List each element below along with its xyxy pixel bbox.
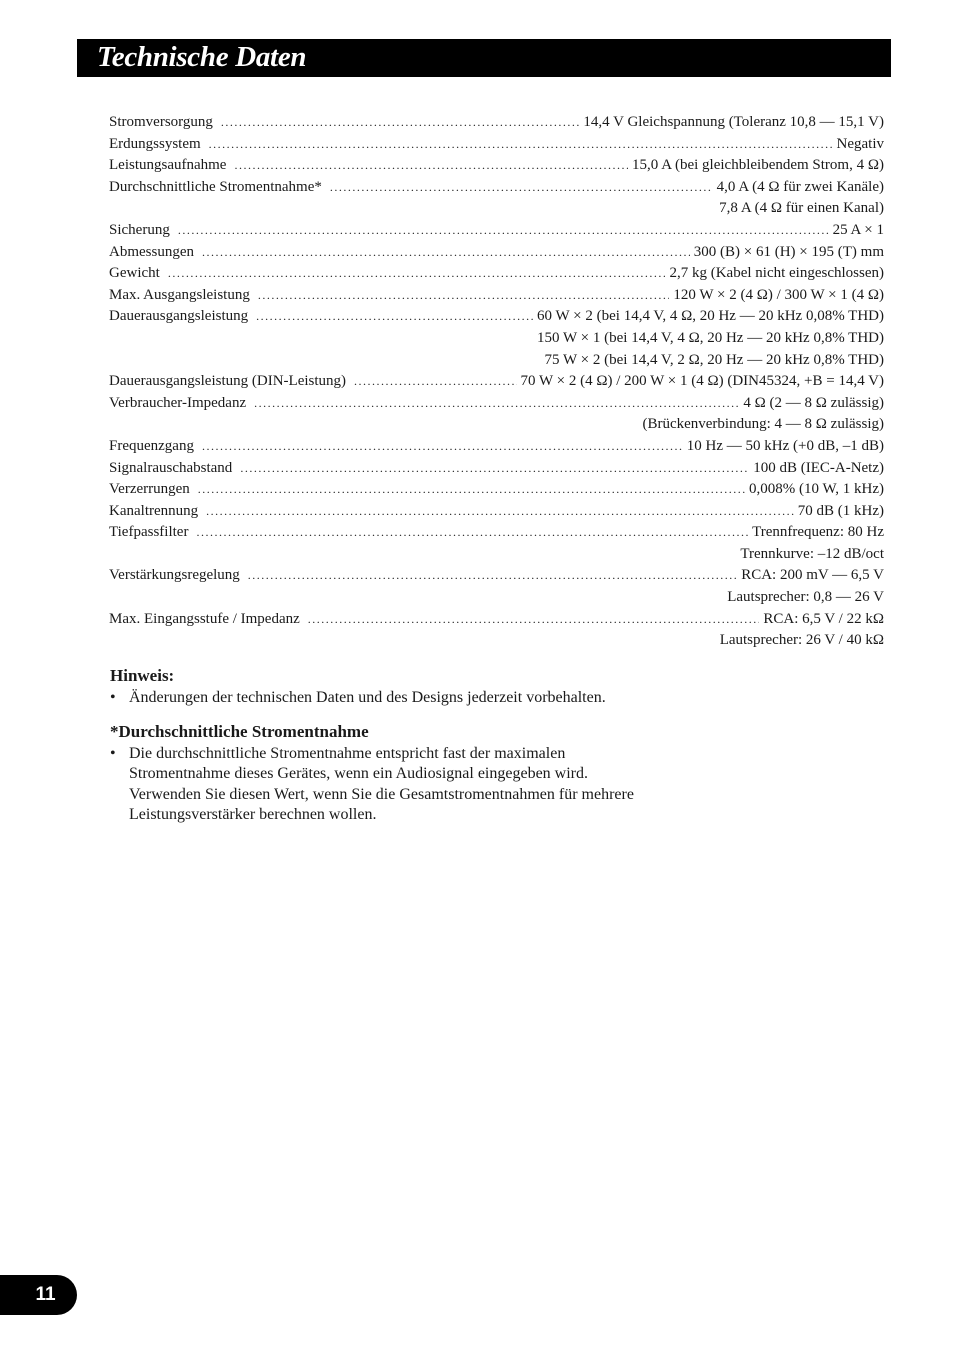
spec-value: Trennkurve: –12 dB/oct [740, 545, 884, 562]
footnote-line: Leistungsverstärker berechnen wollen. [129, 806, 377, 824]
footnote-heading: *Durchschnittliche Stromentnahme [110, 722, 369, 741]
spec-label: Verbraucher-Impedanz [109, 394, 247, 411]
spec-row [109, 134, 884, 156]
dot-leader [330, 177, 713, 199]
footnote-line: Stromentnahme dieses Gerätes, wenn ein Audiosignal eingegeben wird. [129, 765, 588, 783]
bullet-icon: • [110, 689, 116, 706]
spec-row [109, 609, 884, 631]
spec-row [109, 263, 884, 285]
dot-leader [196, 522, 748, 544]
spec-label: Leistungsaufnahme [109, 157, 227, 174]
spec-value: 10 Hz — 50 kHz (+0 dB, –1 dB) [686, 437, 884, 454]
spec-value: Negativ [836, 135, 884, 152]
spec-label: Dauerausgangsleistung (DIN-Leistung) [109, 373, 347, 390]
spec-row [109, 242, 884, 264]
spec-label: Frequenzgang [109, 437, 194, 454]
spec-value: RCA: 200 mV — 6,5 V [741, 567, 884, 584]
spec-value: 4,0 A (4 Ω für zwei Kanäle) [716, 178, 884, 195]
spec-row [109, 371, 884, 393]
spec-row [109, 306, 884, 328]
spec-row [109, 587, 884, 609]
spec-label: Durchschnittliche Stromentnahme* [109, 178, 322, 195]
spec-row [109, 565, 884, 587]
spec-row [109, 198, 884, 220]
spec-label: Sicherung [109, 221, 170, 238]
spec-value: Trennfrequenz: 80 Hz [752, 524, 884, 541]
spec-row [109, 630, 884, 652]
spec-value: 15,0 A (bei gleichbleibendem Strom, 4 Ω) [632, 157, 884, 174]
spec-value: (Brückenverbindung: 4 — 8 Ω zulässig) [642, 416, 884, 433]
spec-value: 0,008% (10 W, 1 kHz) [749, 481, 884, 498]
spec-value: 300 (B) × 61 (H) × 195 (T) mm [693, 243, 884, 260]
spec-label: Signalrauschabstand [109, 459, 233, 476]
spec-value: RCA: 6,5 V / 22 kΩ [763, 610, 884, 627]
notes-item-text: Änderungen der technischen Daten und des Designs jederzeit vorbehalten. [129, 689, 606, 706]
page-number: 11 [0, 1275, 77, 1315]
spec-row [109, 501, 884, 523]
spec-value: 60 W × 2 (bei 14,4 V, 4 Ω, 20 Hz — 20 kHz 0,08% THD) [537, 308, 884, 325]
dot-leader [258, 285, 670, 307]
dot-leader [178, 220, 829, 242]
dot-leader [240, 458, 749, 480]
dot-leader [234, 155, 628, 177]
bullet-icon: • [110, 745, 116, 762]
spec-row [109, 436, 884, 458]
spec-label: Gewicht [109, 265, 160, 282]
spec-label: Erdungssystem [109, 135, 201, 152]
spec-value: 2,7 kg (Kabel nicht eingeschlossen) [669, 265, 884, 282]
spec-value: Lautsprecher: 26 V / 40 kΩ [719, 632, 884, 649]
dot-leader [221, 112, 580, 134]
spec-row [109, 414, 884, 436]
footnote-line: Verwenden Sie diesen Wert, wenn Sie die Gesamtstromentnahmen für mehrere [129, 785, 634, 803]
spec-label: Abmessungen [109, 243, 194, 260]
dot-leader [256, 306, 533, 328]
spec-label: Verstärkungsregelung [109, 567, 240, 584]
footnote-line: Die durchschnittliche Stromentnahme entspricht fast der maximalen [129, 745, 566, 762]
page-title: Technische Daten [97, 41, 307, 73]
spec-value: Lautsprecher: 0,8 — 26 V [727, 589, 884, 606]
spec-row [109, 155, 884, 177]
spec-label: Verzerrungen [109, 481, 190, 498]
spec-row [109, 522, 884, 544]
dot-leader [168, 263, 666, 285]
spec-value: 120 W × 2 (4 Ω) / 300 W × 1 (4 Ω) [673, 286, 884, 303]
section-title-bar [77, 39, 891, 77]
spec-row [109, 177, 884, 199]
spec-row [109, 112, 884, 134]
dot-leader [202, 436, 683, 458]
spec-label: Max. Eingangsstufe / Impedanz [109, 610, 300, 627]
spec-row [109, 479, 884, 501]
dot-leader [254, 393, 739, 415]
spec-label: Dauerausgangsleistung [109, 308, 249, 325]
spec-row [109, 544, 884, 566]
spec-value: 150 W × 1 (bei 14,4 V, 4 Ω, 20 Hz — 20 kHz 0,8% THD) [537, 329, 884, 346]
dot-leader [308, 609, 760, 631]
notes-item [110, 688, 810, 708]
spec-row [109, 393, 884, 415]
spec-value: 100 dB (IEC-A-Netz) [753, 459, 884, 476]
spec-row [109, 350, 884, 372]
spec-row [109, 220, 884, 242]
dot-leader [354, 371, 516, 393]
spec-value: 70 W × 2 (4 Ω) / 200 W × 1 (4 Ω) (DIN45324, +B = 14,4 V) [520, 373, 884, 390]
spec-value: 75 W × 2 (bei 14,4 V, 2 Ω, 20 Hz — 20 kHz 0,8% THD) [544, 351, 884, 368]
dot-leader [198, 479, 745, 501]
spec-list [109, 112, 884, 652]
dot-leader [248, 565, 737, 587]
spec-value: 70 dB (1 kHz) [797, 502, 884, 519]
spec-row [109, 328, 884, 350]
spec-row [109, 458, 884, 480]
spec-value: 14,4 V Gleichspannung (Toleranz 10,8 — 15,1 V) [583, 114, 884, 130]
spec-label: Tiefpassfilter [109, 524, 189, 541]
dot-leader [209, 134, 833, 156]
dot-leader [202, 242, 690, 264]
spec-row [109, 285, 884, 307]
spec-label: Kanaltrennung [109, 502, 199, 519]
dot-leader [206, 501, 794, 523]
footnote-item [110, 744, 810, 826]
spec-value: 25 A × 1 [832, 221, 884, 238]
spec-value: 4 Ω (2 — 8 Ω zulässig) [743, 394, 884, 411]
notes-heading: Hinweis: [110, 666, 175, 685]
spec-label: Max. Ausgangsleistung [109, 286, 250, 303]
spec-value: 7,8 A (4 Ω für einen Kanal) [719, 200, 884, 217]
spec-label: Stromversorgung [109, 114, 213, 130]
